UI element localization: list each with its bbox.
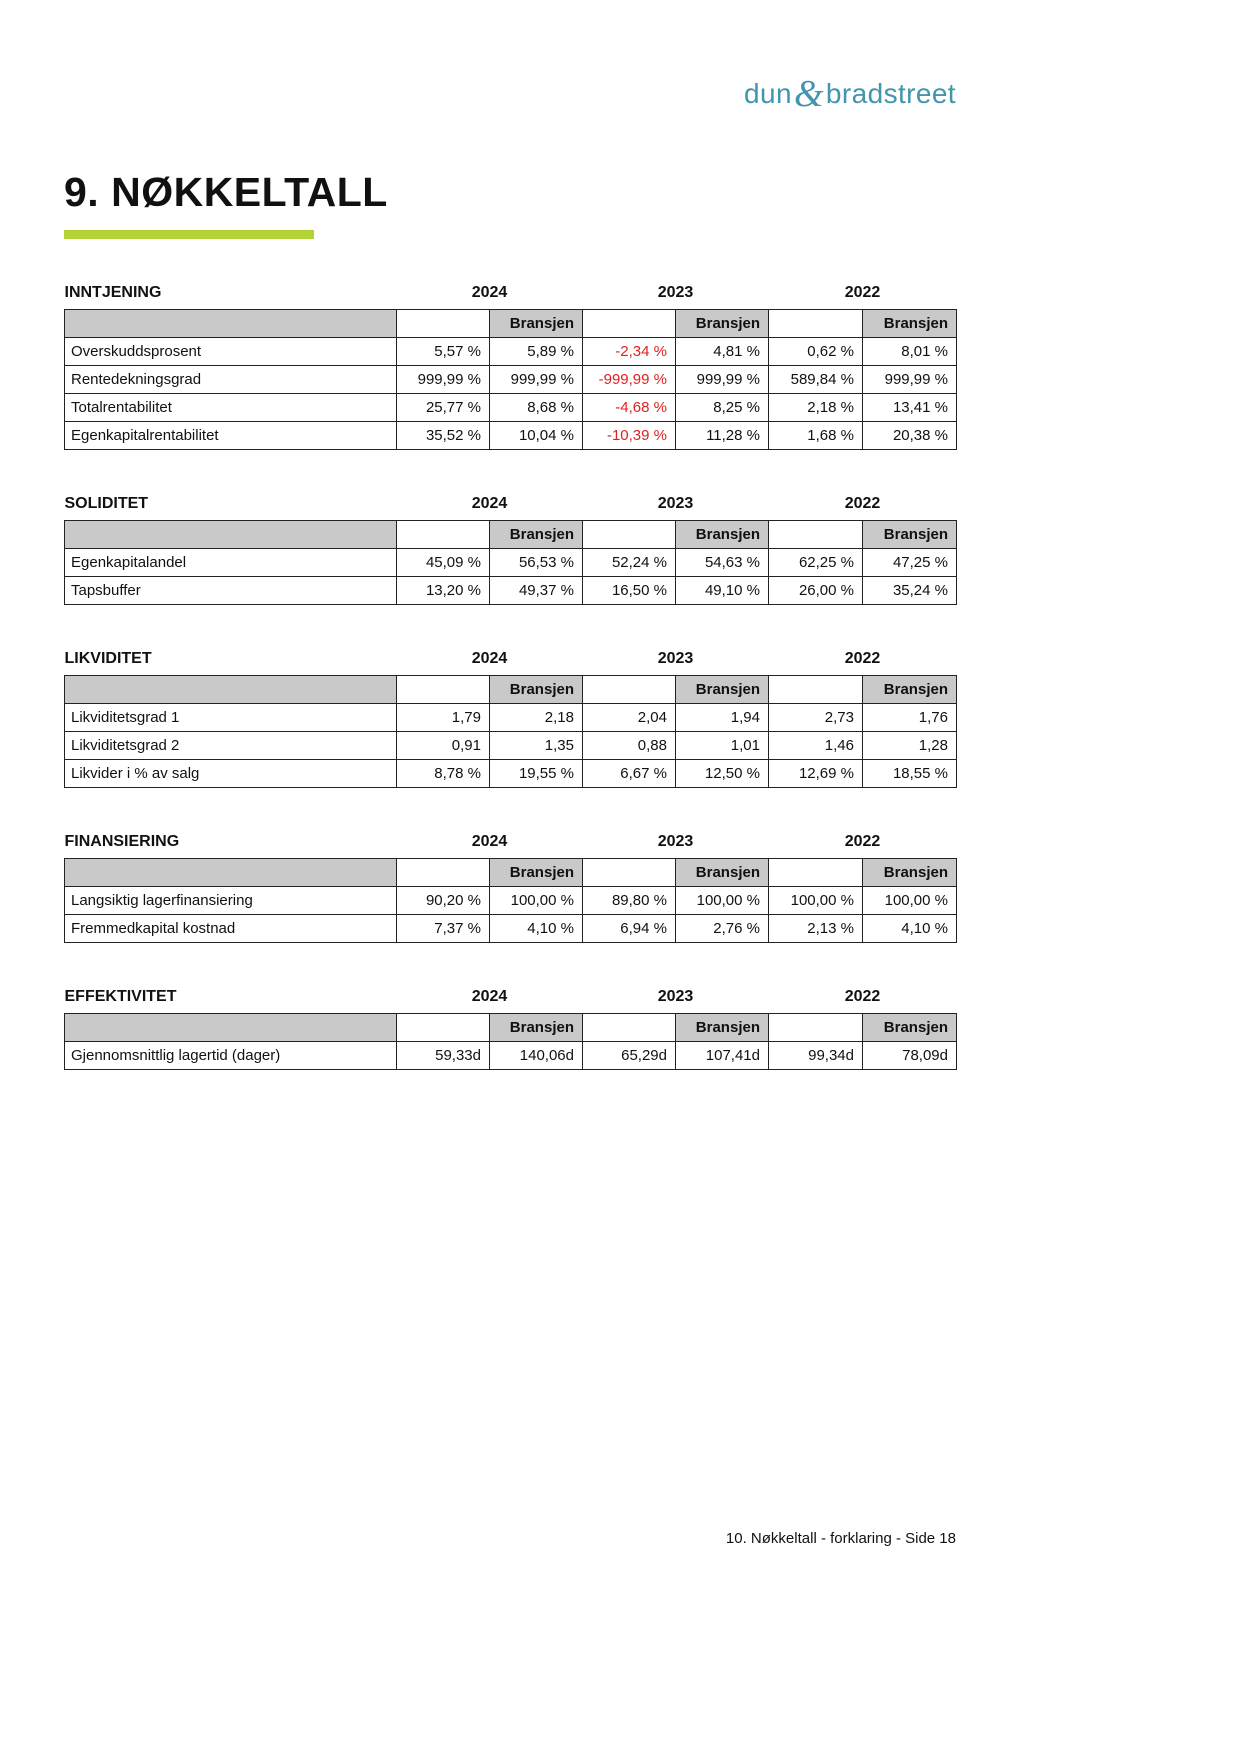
year-header: 2023 bbox=[657, 988, 694, 1006]
value-cell: -999,99 % bbox=[583, 366, 676, 394]
year-header-row bbox=[65, 495, 957, 521]
bransjen-header-cell: Bransjen bbox=[490, 310, 583, 338]
value-cell: 8,68 % bbox=[490, 394, 583, 422]
table-body bbox=[65, 650, 957, 788]
section-title: FINANSIERING bbox=[64, 833, 180, 851]
bransjen-header-cell: Bransjen bbox=[863, 859, 957, 887]
table-body bbox=[65, 833, 957, 943]
logo-text-bradstreet: bradstreet bbox=[825, 78, 956, 109]
value-cell: 2,18 bbox=[490, 704, 583, 732]
table-row bbox=[65, 704, 957, 732]
table-row bbox=[65, 338, 957, 366]
header-company-cell bbox=[583, 676, 676, 704]
dun-bradstreet-logo bbox=[744, 72, 956, 115]
content-area bbox=[64, 0, 956, 1754]
header-company-cell bbox=[583, 859, 676, 887]
bransjen-header-cell: Bransjen bbox=[490, 521, 583, 549]
row-label: Rentedekningsgrad bbox=[65, 366, 397, 394]
value-cell: 1,76 bbox=[863, 704, 957, 732]
header-company-cell bbox=[769, 859, 863, 887]
value-cell: 1,46 bbox=[769, 732, 863, 760]
bransjen-header-cell: Bransjen bbox=[863, 1014, 957, 1042]
year-header-row bbox=[65, 988, 957, 1014]
value-cell: 49,37 % bbox=[490, 577, 583, 605]
value-cell: 999,99 % bbox=[490, 366, 583, 394]
table-row bbox=[65, 422, 957, 450]
value-cell: 13,41 % bbox=[863, 394, 957, 422]
key-figures-table bbox=[64, 988, 957, 1070]
row-label: Overskuddsprosent bbox=[65, 338, 397, 366]
value-cell: 4,10 % bbox=[863, 915, 957, 943]
year-header: 2024 bbox=[471, 988, 508, 1006]
header-company-cell bbox=[397, 676, 490, 704]
table-body bbox=[65, 495, 957, 605]
header-company-cell bbox=[397, 310, 490, 338]
value-cell: 35,52 % bbox=[397, 422, 490, 450]
row-label: Fremmedkapital kostnad bbox=[65, 915, 397, 943]
header-company-cell bbox=[769, 521, 863, 549]
value-cell: 100,00 % bbox=[863, 887, 957, 915]
bransjen-header-row bbox=[65, 521, 957, 549]
value-cell: 140,06d bbox=[490, 1042, 583, 1070]
value-cell: 16,50 % bbox=[583, 577, 676, 605]
section-title: INNTJENING bbox=[64, 284, 162, 302]
value-cell: 100,00 % bbox=[490, 887, 583, 915]
value-cell: 12,50 % bbox=[676, 760, 769, 788]
header-company-cell bbox=[769, 676, 863, 704]
header-company-cell bbox=[397, 521, 490, 549]
value-cell: -4,68 % bbox=[583, 394, 676, 422]
value-cell: 62,25 % bbox=[769, 549, 863, 577]
value-cell: 78,09d bbox=[863, 1042, 957, 1070]
value-cell: 1,94 bbox=[676, 704, 769, 732]
year-header: 2024 bbox=[471, 833, 508, 851]
bransjen-header-row bbox=[65, 676, 957, 704]
year-header: 2023 bbox=[657, 833, 694, 851]
key-figures-table bbox=[64, 833, 957, 943]
value-cell: 99,34d bbox=[769, 1042, 863, 1070]
bransjen-header-cell: Bransjen bbox=[676, 859, 769, 887]
value-cell: 4,81 % bbox=[676, 338, 769, 366]
value-cell: 1,01 bbox=[676, 732, 769, 760]
header-company-cell bbox=[769, 310, 863, 338]
key-figures-table bbox=[64, 650, 957, 788]
table-row bbox=[65, 732, 957, 760]
value-cell: 2,13 % bbox=[769, 915, 863, 943]
year-header-row bbox=[65, 833, 957, 859]
value-cell: 56,53 % bbox=[490, 549, 583, 577]
value-cell: 19,55 % bbox=[490, 760, 583, 788]
table-row bbox=[65, 366, 957, 394]
year-header: 2023 bbox=[657, 495, 694, 513]
header-company-cell bbox=[583, 521, 676, 549]
row-label: Gjennomsnittlig lagertid (dager) bbox=[65, 1042, 397, 1070]
value-cell: 2,73 bbox=[769, 704, 863, 732]
bransjen-header-cell: Bransjen bbox=[863, 676, 957, 704]
year-header: 2022 bbox=[844, 495, 881, 513]
header-label-cell bbox=[65, 310, 397, 338]
value-cell: 100,00 % bbox=[769, 887, 863, 915]
value-cell: 7,37 % bbox=[397, 915, 490, 943]
year-header: 2023 bbox=[657, 284, 694, 302]
table-row bbox=[65, 577, 957, 605]
bransjen-header-cell: Bransjen bbox=[676, 1014, 769, 1042]
value-cell: 1,79 bbox=[397, 704, 490, 732]
section-title: LIKVIDITET bbox=[64, 650, 152, 668]
value-cell: 45,09 % bbox=[397, 549, 490, 577]
title-underline-bar bbox=[64, 230, 314, 239]
value-cell: -2,34 % bbox=[583, 338, 676, 366]
value-cell: 6,94 % bbox=[583, 915, 676, 943]
value-cell: 2,18 % bbox=[769, 394, 863, 422]
value-cell: 8,25 % bbox=[676, 394, 769, 422]
bransjen-header-cell: Bransjen bbox=[490, 1014, 583, 1042]
row-label: Langsiktig lagerfinansiering bbox=[65, 887, 397, 915]
value-cell: 90,20 % bbox=[397, 887, 490, 915]
value-cell: 999,99 % bbox=[676, 366, 769, 394]
value-cell: 2,76 % bbox=[676, 915, 769, 943]
value-cell: 999,99 % bbox=[397, 366, 490, 394]
value-cell: 35,24 % bbox=[863, 577, 957, 605]
logo-text-dun: dun bbox=[744, 78, 792, 109]
value-cell: 65,29d bbox=[583, 1042, 676, 1070]
value-cell: 10,04 % bbox=[490, 422, 583, 450]
key-figures-table bbox=[64, 284, 957, 450]
header-label-cell bbox=[65, 1014, 397, 1042]
row-label: Tapsbuffer bbox=[65, 577, 397, 605]
year-header: 2022 bbox=[844, 988, 881, 1006]
header-label-cell bbox=[65, 859, 397, 887]
bransjen-header-cell: Bransjen bbox=[863, 310, 957, 338]
value-cell: 0,88 bbox=[583, 732, 676, 760]
section-title: SOLIDITET bbox=[64, 495, 149, 513]
row-label: Likvider i % av salg bbox=[65, 760, 397, 788]
table-row bbox=[65, 915, 957, 943]
table-row bbox=[65, 1042, 957, 1070]
bransjen-header-row bbox=[65, 859, 957, 887]
year-header: 2022 bbox=[844, 650, 881, 668]
bransjen-header-cell: Bransjen bbox=[490, 676, 583, 704]
value-cell: 47,25 % bbox=[863, 549, 957, 577]
value-cell: 100,00 % bbox=[676, 887, 769, 915]
value-cell: 1,35 bbox=[490, 732, 583, 760]
table-body bbox=[65, 284, 957, 450]
value-cell: 0,62 % bbox=[769, 338, 863, 366]
value-cell: 2,04 bbox=[583, 704, 676, 732]
table-row bbox=[65, 394, 957, 422]
table-row bbox=[65, 760, 957, 788]
value-cell: 26,00 % bbox=[769, 577, 863, 605]
table-body bbox=[65, 988, 957, 1070]
year-header-row bbox=[65, 284, 957, 310]
bransjen-header-row bbox=[65, 1014, 957, 1042]
value-cell: 25,77 % bbox=[397, 394, 490, 422]
header-company-cell bbox=[769, 1014, 863, 1042]
header-company-cell bbox=[583, 310, 676, 338]
value-cell: 54,63 % bbox=[676, 549, 769, 577]
row-label: Likviditetsgrad 1 bbox=[65, 704, 397, 732]
value-cell: 4,10 % bbox=[490, 915, 583, 943]
value-cell: 52,24 % bbox=[583, 549, 676, 577]
value-cell: 107,41d bbox=[676, 1042, 769, 1070]
value-cell: 8,01 % bbox=[863, 338, 957, 366]
table-row bbox=[65, 549, 957, 577]
page-footer: 10. Nøkkeltall - forklaring - Side 18 bbox=[725, 1530, 956, 1547]
bransjen-header-cell: Bransjen bbox=[676, 676, 769, 704]
year-header: 2024 bbox=[471, 284, 508, 302]
year-header: 2022 bbox=[844, 833, 881, 851]
value-cell: 5,57 % bbox=[397, 338, 490, 366]
value-cell: 1,28 bbox=[863, 732, 957, 760]
value-cell: 11,28 % bbox=[676, 422, 769, 450]
header-company-cell bbox=[397, 859, 490, 887]
section-title: EFFEKTIVITET bbox=[64, 988, 177, 1006]
logo-ampersand-icon: & bbox=[793, 73, 824, 115]
row-label: Egenkapitalrentabilitet bbox=[65, 422, 397, 450]
row-label: Likviditetsgrad 2 bbox=[65, 732, 397, 760]
value-cell: 49,10 % bbox=[676, 577, 769, 605]
value-cell: 5,89 % bbox=[490, 338, 583, 366]
year-header: 2023 bbox=[657, 650, 694, 668]
row-label: Totalrentabilitet bbox=[65, 394, 397, 422]
bransjen-header-row bbox=[65, 310, 957, 338]
row-label: Egenkapitalandel bbox=[65, 549, 397, 577]
header-label-cell bbox=[65, 521, 397, 549]
value-cell: -10,39 % bbox=[583, 422, 676, 450]
value-cell: 18,55 % bbox=[863, 760, 957, 788]
bransjen-header-cell: Bransjen bbox=[490, 859, 583, 887]
value-cell: 20,38 % bbox=[863, 422, 957, 450]
bransjen-header-cell: Bransjen bbox=[676, 521, 769, 549]
value-cell: 589,84 % bbox=[769, 366, 863, 394]
value-cell: 8,78 % bbox=[397, 760, 490, 788]
key-figures-table bbox=[64, 495, 957, 605]
value-cell: 0,91 bbox=[397, 732, 490, 760]
year-header-row bbox=[65, 650, 957, 676]
year-header: 2022 bbox=[844, 284, 881, 302]
header-company-cell bbox=[397, 1014, 490, 1042]
value-cell: 13,20 % bbox=[397, 577, 490, 605]
header-label-cell bbox=[65, 676, 397, 704]
value-cell: 12,69 % bbox=[769, 760, 863, 788]
bransjen-header-cell: Bransjen bbox=[863, 521, 957, 549]
table-row bbox=[65, 887, 957, 915]
tables-container bbox=[64, 284, 956, 1070]
bransjen-header-cell: Bransjen bbox=[676, 310, 769, 338]
value-cell: 1,68 % bbox=[769, 422, 863, 450]
header-company-cell bbox=[583, 1014, 676, 1042]
value-cell: 89,80 % bbox=[583, 887, 676, 915]
year-header: 2024 bbox=[471, 650, 508, 668]
year-header: 2024 bbox=[471, 495, 508, 513]
page-title: 9. NØKKELTALL bbox=[64, 169, 388, 215]
value-cell: 59,33d bbox=[397, 1042, 490, 1070]
value-cell: 6,67 % bbox=[583, 760, 676, 788]
value-cell: 999,99 % bbox=[863, 366, 957, 394]
